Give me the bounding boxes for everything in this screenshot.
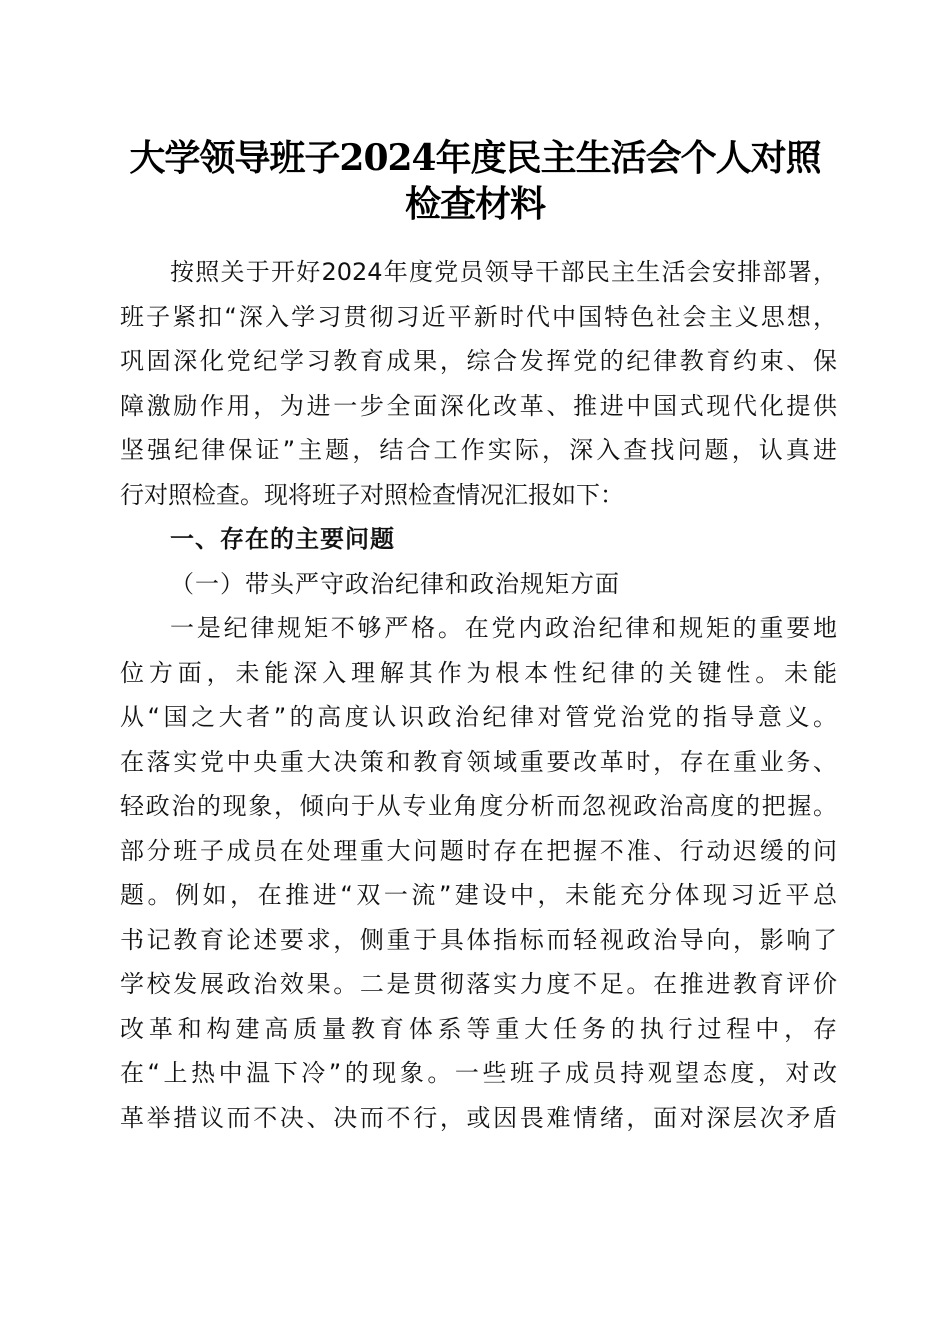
title-line-1: 大学领导班子2024年度民主生活会个人对照 bbox=[129, 137, 821, 179]
paragraph-line: 障激励作用，为进一步全面深化改革、推进中国式现代化提供 bbox=[120, 391, 837, 420]
intro-paragraph bbox=[120, 250, 837, 517]
subsection-paragraph bbox=[120, 606, 837, 1140]
paragraph-line: 巩固深化党纪学习教育成果，综合发挥党的纪律教育约束、保 bbox=[120, 347, 837, 375]
paragraph-line: 革举措议而不决、决而不行，或因畏难情绪，面对深层次矛盾 bbox=[120, 1103, 837, 1132]
paragraph-line: 班子紧扣“深入学习贯彻习近平新时代中国特色社会主义思想， bbox=[120, 302, 837, 331]
document-title bbox=[0, 135, 950, 227]
paragraph-line: 学校发展政治效果。二是贯彻落实力度不足。在推进教育评价 bbox=[120, 970, 837, 998]
paragraph-line: 在“上热中温下冷”的现象。一些班子成员持观望态度，对改 bbox=[120, 1059, 837, 1087]
paragraph-line: 改革和构建高质量教育体系等重大任务的执行过程中，存 bbox=[120, 1014, 837, 1043]
paragraph-line: 题。例如，在推进“双一流”建设中，未能充分体现习近平总 bbox=[120, 881, 837, 909]
paragraph-line: 一是纪律规矩不够严格。在党内政治纪律和规矩的重要地 bbox=[170, 614, 837, 642]
title-line-2: 检查材料 bbox=[404, 183, 545, 225]
paragraph-line: 按照关于开好2024年度党员领导干部民主生活会安排部署， bbox=[170, 258, 837, 286]
subsection-heading bbox=[120, 562, 837, 607]
paragraph-line: 坚强纪律保证”主题，结合工作实际，深入查找问题，认真进 bbox=[120, 436, 837, 464]
paragraph-line: 部分班子成员在处理重大问题时存在把握不准、行动迟缓的问 bbox=[120, 836, 837, 865]
section-heading: 一、存在的主要问题 bbox=[170, 525, 395, 553]
subsection-heading-text: （一）带头严守政治纪律和政治规矩方面 bbox=[170, 569, 620, 598]
document-body bbox=[120, 250, 837, 1140]
paragraph-line: 行对照检查。现将班子对照检查情况汇报如下： bbox=[120, 480, 624, 509]
paragraph-line: 从“国之大者”的高度认识政治纪律对管党治党的指导意义。 bbox=[120, 703, 837, 731]
paragraph-line: 位方面，未能深入理解其作为根本性纪律的关键性。未能 bbox=[120, 658, 837, 687]
paragraph-line: 书记教育论述要求，侧重于具体指标而轻视政治导向，影响了 bbox=[120, 925, 837, 954]
paragraph-line: 在落实党中央重大决策和教育领域重要改革时，存在重业务、 bbox=[120, 747, 837, 776]
paragraph-line: 轻政治的现象，倾向于从专业角度分析而忽视政治高度的把握。 bbox=[120, 792, 837, 820]
